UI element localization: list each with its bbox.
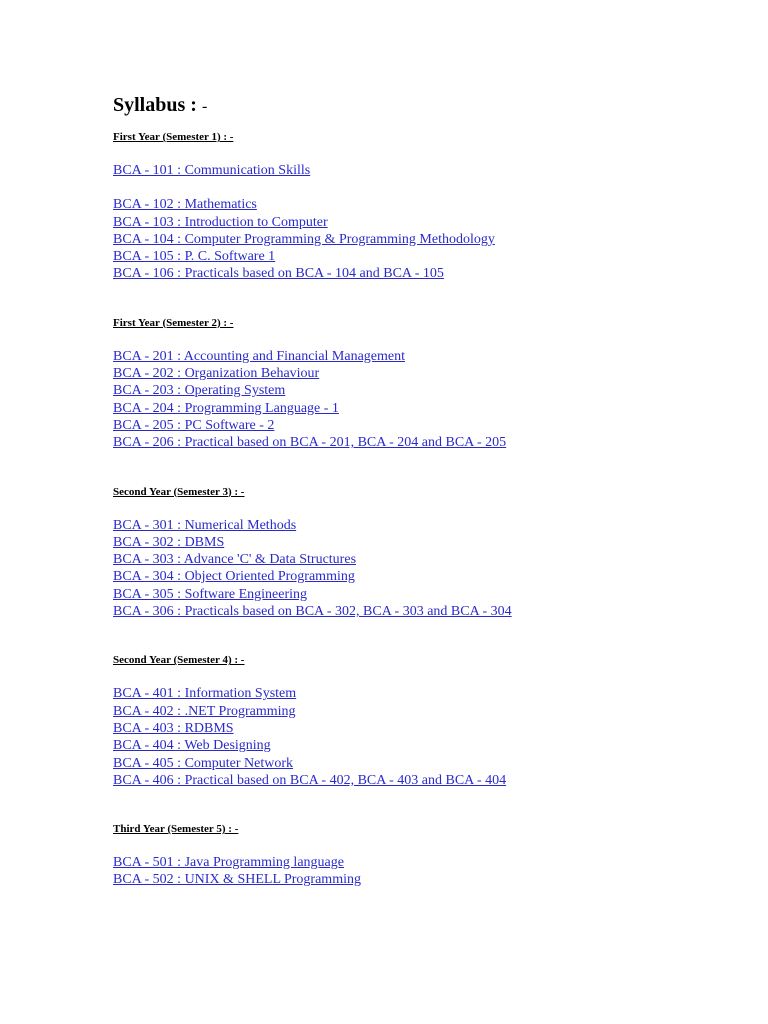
course-link-bca-106[interactable]: BCA - 106 : Practicals based on BCA - 104 and BCA - 105 <box>113 266 444 282</box>
course-item <box>113 162 753 179</box>
course-link-bca-501[interactable]: BCA - 501 : Java Programming language <box>113 855 344 871</box>
course-link-bca-502[interactable]: BCA - 502 : UNIX & SHELL Programming <box>113 872 361 888</box>
course-item <box>113 400 753 417</box>
course-item <box>113 196 753 213</box>
course-link-bca-203[interactable]: BCA - 203 : Operating System <box>113 383 286 399</box>
course-link-bca-104[interactable]: BCA - 104 : Computer Programming & Programming Methodology <box>113 231 495 247</box>
syllabus-document <box>113 92 753 889</box>
semester-5-section <box>113 822 753 889</box>
section-spacer <box>113 283 753 316</box>
course-link-bca-402[interactable]: BCA - 402 : .NET Programming <box>113 703 296 719</box>
course-item <box>113 737 753 754</box>
course-item <box>113 854 753 871</box>
course-link-bca-403[interactable]: BCA - 403 : RDBMS <box>113 720 234 736</box>
semester-heading: Second Year (Semester 3) : - <box>113 485 245 498</box>
course-list <box>113 854 753 889</box>
course-link-bca-305[interactable]: BCA - 305 : Software Engineering <box>113 586 308 602</box>
course-item <box>113 720 753 737</box>
semester-3-section <box>113 485 753 621</box>
semester-heading: Second Year (Semester 4) : - <box>113 654 245 667</box>
course-item <box>113 551 753 568</box>
course-item <box>113 214 753 231</box>
course-item <box>113 417 753 434</box>
semester-1-section <box>113 130 753 283</box>
course-item <box>113 568 753 585</box>
course-list <box>113 348 753 452</box>
section-spacer <box>113 620 753 653</box>
page-title <box>113 92 753 120</box>
course-list <box>113 162 753 283</box>
course-item <box>113 365 753 382</box>
course-link-bca-301[interactable]: BCA - 301 : Numerical Methods <box>113 517 297 533</box>
title-text: Syllabus : <box>113 94 197 116</box>
course-item <box>113 348 753 365</box>
course-item <box>113 703 753 720</box>
course-item <box>113 434 753 451</box>
course-item <box>113 871 753 888</box>
course-item <box>113 248 753 265</box>
course-link-bca-201[interactable]: BCA - 201 : Accounting and Financial Management <box>113 348 406 364</box>
course-link-bca-306[interactable]: BCA - 306 : Practicals based on BCA - 302, BCA - 303 and BCA - 304 <box>113 604 512 620</box>
course-item <box>113 685 753 702</box>
course-link-bca-103[interactable]: BCA - 103 : Introduction to Computer <box>113 214 328 230</box>
course-list <box>113 685 753 789</box>
course-link-bca-204[interactable]: BCA - 204 : Programming Language - 1 <box>113 400 339 416</box>
course-item <box>113 517 753 534</box>
course-item <box>113 772 753 789</box>
semester-2-section <box>113 316 753 452</box>
course-link-bca-105[interactable]: BCA - 105 : P. C. Software 1 <box>113 249 276 265</box>
semester-heading: Third Year (Semester 5) : - <box>113 823 239 836</box>
course-link-bca-404[interactable]: BCA - 404 : Web Designing <box>113 738 271 754</box>
course-link-bca-304[interactable]: BCA - 304 : Object Oriented Programming <box>113 569 355 585</box>
course-link-bca-205[interactable]: BCA - 205 : PC Software - 2 <box>113 417 275 433</box>
course-link-bca-406[interactable]: BCA - 406 : Practical based on BCA - 402, BCA - 403 and BCA - 404 <box>113 772 507 788</box>
semester-4-section <box>113 653 753 789</box>
course-link-bca-303[interactable]: BCA - 303 : Advance 'C' & Data Structures <box>113 552 357 568</box>
course-link-bca-401[interactable]: BCA - 401 : Information System <box>113 686 297 702</box>
course-item <box>113 755 753 772</box>
semester-heading: First Year (Semester 1) : - <box>113 131 234 143</box>
section-spacer <box>113 452 753 485</box>
semester-heading: First Year (Semester 2) : - <box>113 316 234 329</box>
section-spacer <box>113 789 753 822</box>
course-item <box>113 603 753 620</box>
course-item <box>113 382 753 399</box>
title-dash: - <box>201 98 208 115</box>
course-item <box>113 265 753 282</box>
course-item <box>113 231 753 248</box>
course-link-bca-202[interactable]: BCA - 202 : Organization Behaviour <box>113 366 320 382</box>
course-link-bca-101[interactable]: BCA - 101 : Communication Skills <box>113 163 311 178</box>
course-item <box>113 534 753 551</box>
course-item <box>113 586 753 603</box>
course-link-bca-405[interactable]: BCA - 405 : Computer Network <box>113 755 294 771</box>
course-link-bca-302[interactable]: BCA - 302 : DBMS <box>113 534 225 550</box>
course-list <box>113 517 753 621</box>
course-link-bca-206[interactable]: BCA - 206 : Practical based on BCA - 201, BCA - 204 and BCA - 205 <box>113 435 507 451</box>
course-link-bca-102[interactable]: BCA - 102 : Mathematics <box>113 197 257 213</box>
